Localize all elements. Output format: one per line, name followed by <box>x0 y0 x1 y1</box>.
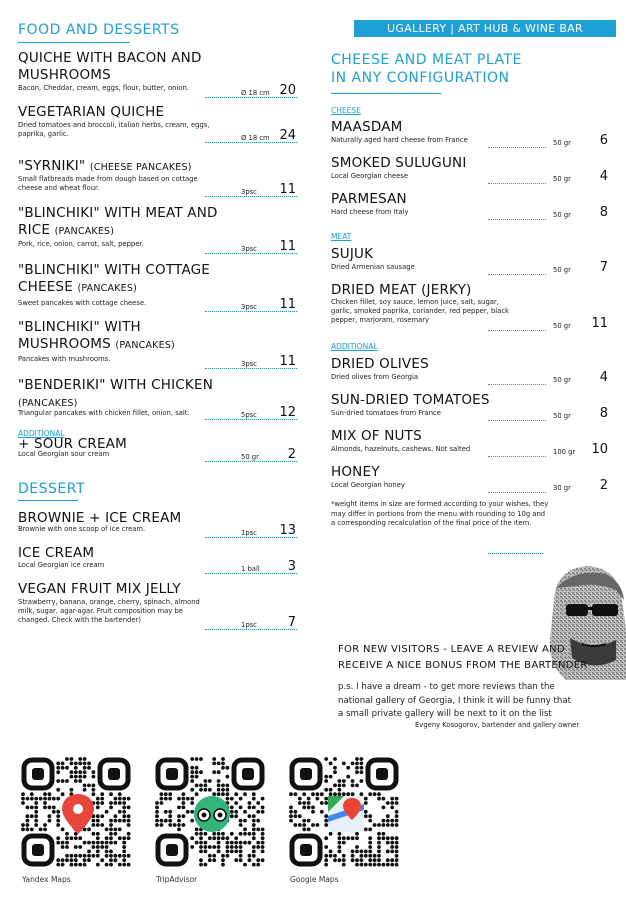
item-description: Local Georgian honey <box>331 481 405 489</box>
item-description: Dried tomatoes and broccoli, italian herbs, cream, eggs, paprika, garlic. <box>18 121 210 139</box>
item-name-text: MIX OF NUTS <box>331 428 422 444</box>
item-name <box>331 191 551 208</box>
item-price: 11 <box>279 239 296 254</box>
google-maps-icon <box>328 796 364 832</box>
item-size: 30 gr <box>553 484 571 492</box>
plate-title-line2: IN ANY CONFIGURATION <box>331 70 510 86</box>
item-name <box>18 545 218 562</box>
item-price: 8 <box>599 205 608 220</box>
promo-line2: RECEIVE A NICE BONUS FROM THE BARTENDER <box>338 660 588 671</box>
note-dots <box>488 553 543 554</box>
dessert-title: DESSERT <box>18 481 86 497</box>
item-price: 3 <box>287 559 296 574</box>
price-dots <box>488 330 546 331</box>
item-description: Hard cheese from Italy <box>331 208 409 216</box>
item-name <box>331 464 551 481</box>
item-name-text: MAASDAM <box>331 119 403 135</box>
item-name <box>18 104 218 121</box>
item-price: 11 <box>279 182 296 197</box>
item-size: 50 gr <box>553 211 571 219</box>
item-size: 50 gr <box>553 175 571 183</box>
item-size: 50 gr <box>553 412 571 420</box>
item-name-text: HONEY <box>331 464 380 480</box>
additional-label-right: ADDITIONAL <box>331 342 378 351</box>
item-name-text: PARMESAN <box>331 191 407 207</box>
item-size: 1psc <box>241 529 257 537</box>
qr-label: Google Maps <box>290 875 339 884</box>
item-description: Local Georgian ice cream <box>18 561 105 569</box>
item-size: 1psc <box>241 621 257 629</box>
item-description: Almonds, hazelnuts, cashews. Not salted <box>331 445 471 453</box>
item-price: 4 <box>599 370 608 385</box>
item-size: Ø 18 cm <box>241 134 270 142</box>
item-name <box>18 262 218 297</box>
item-size: 50 gr <box>553 322 571 330</box>
item-name <box>331 155 551 172</box>
item-size: Ø 18 cm <box>241 89 270 97</box>
item-price: 2 <box>287 447 296 462</box>
item-name <box>18 377 218 412</box>
item-tag: (PANCAKES) <box>18 398 78 409</box>
item-price: 13 <box>279 523 296 538</box>
item-price: 7 <box>287 615 296 630</box>
item-price: 10 <box>591 442 608 457</box>
food-desserts-title: FOOD AND DESSERTS <box>18 22 180 38</box>
meat-label: MEAT <box>331 232 352 241</box>
item-name <box>331 246 551 263</box>
item-size: 3psc <box>241 360 257 368</box>
item-tag: (PANCAKES) <box>115 340 175 351</box>
item-description: Pancakes with mushrooms. <box>18 355 111 363</box>
item-name-text: VEGAN FRUIT MIX JELLY <box>18 581 181 597</box>
item-name-text: SUN-DRIED TOMATOES <box>331 392 490 408</box>
item-description: Dried Armenian sausage <box>331 263 415 271</box>
item-name <box>331 392 551 409</box>
item-description: Sun-dried tomatoes from France <box>331 409 441 417</box>
title-underline <box>18 42 130 43</box>
owl-icon <box>194 796 230 832</box>
item-description: Strawberry, banana, orange, cherry, spinach, almond milk, sugar, agar-agar. Fruit composition may be changed. Check with the bartender) <box>18 598 200 625</box>
cheese-label: CHEESE <box>331 106 361 115</box>
item-price: 7 <box>599 260 608 275</box>
item-tag: (CHEESE PANCAKES) <box>89 162 192 173</box>
item-name-text: "BLINCHIKI" WITH MUSHROOMS <box>18 319 141 352</box>
additional-label: ADDITIONAL <box>18 429 65 438</box>
signature: Evgeny Kosogorov, bartender and gallery owner <box>415 721 580 729</box>
item-price: 8 <box>599 406 608 421</box>
qr-code[interactable] <box>20 756 136 872</box>
item-size: 3psc <box>241 188 257 196</box>
qr-label: Yandex Maps <box>22 875 71 884</box>
item-price: 11 <box>279 354 296 369</box>
item-name-text: BROWNIE + ICE CREAM <box>18 510 182 526</box>
item-name <box>331 282 551 299</box>
item-name <box>18 205 218 240</box>
price-dots <box>488 274 546 275</box>
weight-note: *weight items in size are formed according to your wishes, they may differ in portions from the menu with rounding to 10g and a corresponding recalculation of the final price of the item. <box>331 500 549 527</box>
item-size: 50 gr <box>553 139 571 147</box>
item-description: Brownie with one scoop of ice cream. <box>18 525 146 533</box>
ps-text: p.s. I have a dream - to get more reviews than the national gallery of Georgia, I think it will be funny that a small private gallery will be next to it on the list <box>338 682 572 719</box>
item-description: Pork, rice, onion, carrot, salt, pepper. <box>18 240 144 248</box>
item-price: 4 <box>599 169 608 184</box>
item-name-text: DRIED MEAT (JERKY) <box>331 282 472 298</box>
item-name <box>18 581 218 598</box>
item-size: 100 gr <box>553 448 576 456</box>
plate-title-line1: CHEESE AND MEAT PLATE <box>331 52 522 68</box>
gallery-banner: UGALLERY | ART HUB & WINE BAR <box>354 20 616 37</box>
item-description: Local Georgian sour cream <box>18 450 110 458</box>
item-name-text: SMOKED SULUGUNI <box>331 155 467 171</box>
item-name-text: "BENDERIKI" WITH CHICKEN <box>18 377 214 393</box>
item-price: 11 <box>279 297 296 312</box>
price-dots <box>488 183 546 184</box>
item-price: 6 <box>599 133 608 148</box>
item-size: 50 gr <box>241 453 259 461</box>
price-dots <box>488 456 546 457</box>
item-tag: (PANCAKES) <box>77 283 137 294</box>
item-description: Local Georgian cheese <box>331 172 409 180</box>
item-price: 20 <box>279 83 296 98</box>
item-description: Bacon, Cheddar, cream, eggs, flour, butter, onion. <box>18 84 189 92</box>
item-tag: (PANCAKES) <box>54 226 115 237</box>
item-name-text: DRIED OLIVES <box>331 356 429 372</box>
item-name-text: + SOUR CREAM <box>18 436 127 452</box>
price-dots <box>488 147 546 148</box>
item-name <box>331 356 551 373</box>
item-description: Naturally aged hard cheese from France <box>331 136 468 144</box>
item-name <box>18 50 218 84</box>
item-description: Sweet pancakes with cottage cheese. <box>18 299 147 307</box>
item-price: 12 <box>279 405 296 420</box>
item-size: 5psc <box>241 411 257 419</box>
item-size: 1 ball <box>241 565 260 573</box>
price-dots <box>488 492 546 493</box>
item-name-text: "BLINCHIKI" WITH MEAT AND RICE <box>18 205 218 238</box>
item-price: 11 <box>591 316 608 331</box>
item-price: 2 <box>599 478 608 493</box>
item-price: 24 <box>279 128 296 143</box>
item-name-text: QUICHE WITH BACON AND MUSHROOMS <box>18 50 202 83</box>
item-description: Dried olives from Georgia <box>331 373 419 381</box>
item-name <box>18 158 218 176</box>
item-name-text: ICE CREAM <box>18 545 95 561</box>
item-name <box>331 119 551 136</box>
item-name-text: "SYRNIKI" <box>18 158 86 174</box>
item-size: 50 gr <box>553 266 571 274</box>
item-name <box>331 428 551 445</box>
item-name-text: SUJUK <box>331 246 374 262</box>
plate-underline <box>331 93 441 94</box>
item-name <box>18 319 218 354</box>
qr-code[interactable] <box>154 756 270 872</box>
item-description: Small flatbreads made from dough based on cottage cheese and wheat flour. <box>18 175 198 193</box>
dessert-underline <box>18 500 78 501</box>
item-description: Chicken fillet, soy sauce, lemon juice, salt, sugar, garlic, smoked paprika, coriander, red pepper, black pepper, marjoram, rosemary <box>331 298 509 325</box>
item-description: Triangular pancakes with chicken fillet, onion, salt. <box>18 409 190 417</box>
qr-label: TripAdvisor <box>156 875 198 884</box>
item-size: 3psc <box>241 303 257 311</box>
item-name-text: VEGETARIAN QUICHE <box>18 104 165 120</box>
promo-line1: FOR NEW VISITORS - LEAVE A REVIEW AND <box>338 644 565 655</box>
item-name-text: "BLINCHIKI" WITH COTTAGE CHEESE <box>18 262 211 295</box>
price-dots <box>488 420 546 421</box>
price-dots <box>488 384 546 385</box>
item-size: 50 gr <box>553 376 571 384</box>
item-size: 3psc <box>241 245 257 253</box>
qr-code[interactable] <box>288 756 404 872</box>
price-dots <box>488 219 546 220</box>
